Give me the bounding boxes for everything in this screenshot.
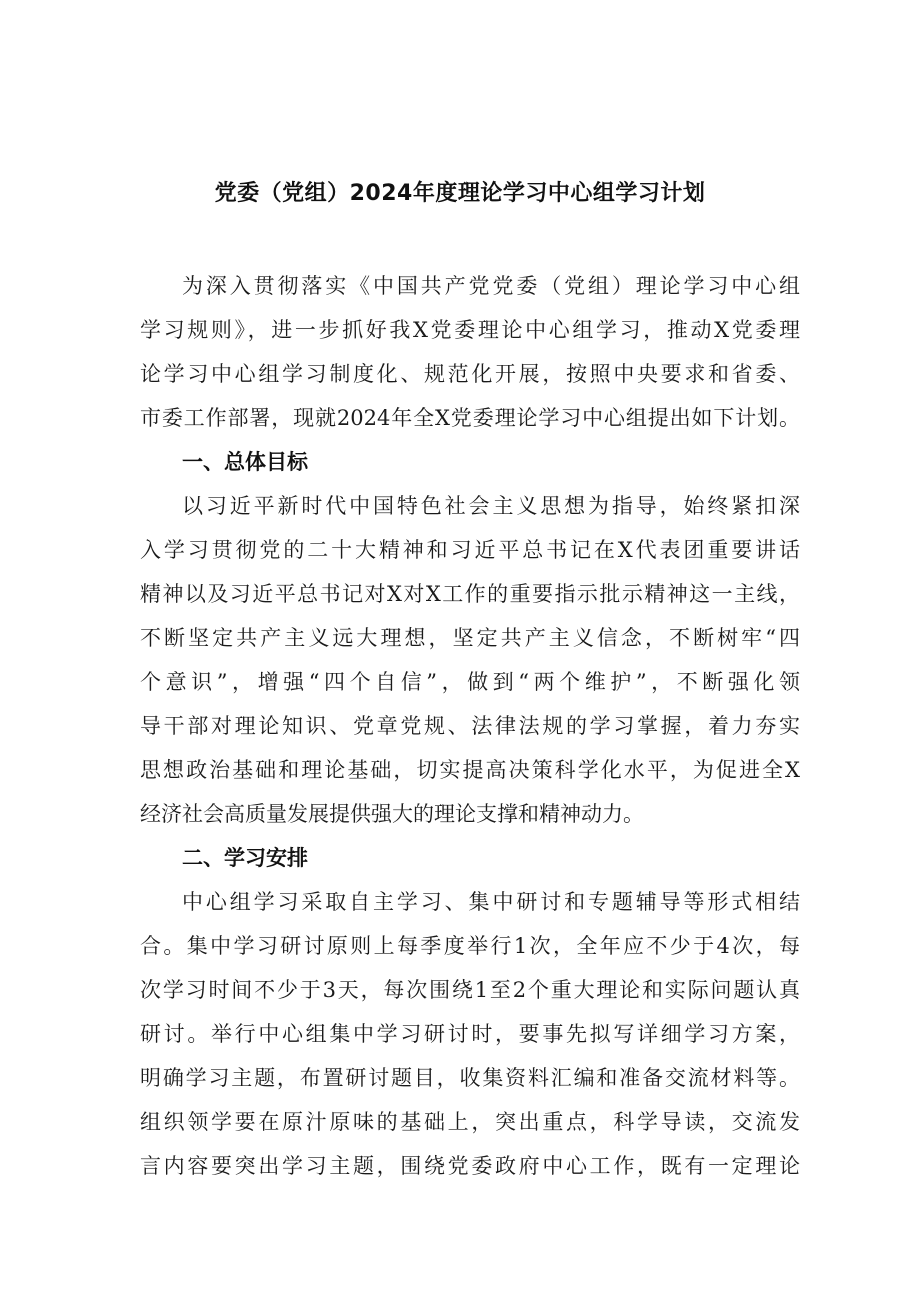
section2-line-3: 次学习时间不少于3天，每次围绕1至2个重大理论和实际问题认真 [140,978,800,1002]
section2-heading: 二、学习安排 [182,846,308,870]
section2-line-5: 明确学习主题，布置研讨题目，收集资料汇编和准备交流材料等。 [140,1066,800,1090]
section1-line-7: 思想政治基础和理论基础，切实提高决策科学化水平，为促进全X [140,758,800,782]
section2-line-4: 研讨。举行中心组集中学习研讨时，要事先拟写详细学习方案， [140,1022,800,1046]
section1-line-8: 经济社会高质量发展提供强大的理论支撑和精神动力。 [140,802,644,826]
section1-line-4: 不断坚定共产主义远大理想，坚定共产主义信念，不断树牢“四 [140,626,800,650]
intro-line-4: 市委工作部署，现就2024年全X党委理论学习中心组提出如下计划。 [140,406,800,430]
section2-line-1: 中心组学习采取自主学习、集中研讨和专题辅导等形式相结 [182,890,800,914]
section1-line-1: 以习近平新时代中国特色社会主义思想为指导，始终紧扣深 [182,494,800,518]
section1-line-3: 精神以及习近平总书记对X对X工作的重要指示批示精神这一主线， [140,582,800,606]
section1-heading: 一、总体目标 [182,450,308,474]
intro-line-2: 学习规则》，进一步抓好我X党委理论中心组学习，推动X党委理 [140,318,800,342]
section2-line-2: 合。集中学习研讨原则上每季度举行1次，全年应不少于4次，每 [140,934,800,958]
section2-line-6: 组织领学要在原汁原味的基础上，突出重点，科学导读，交流发 [140,1110,800,1134]
section1-line-6: 导干部对理论知识、党章党规、法律法规的学习掌握，着力夯实 [140,714,800,738]
section1-line-5: 个意识”，增强“四个自信”，做到“两个维护”，不断强化领 [140,670,800,694]
section2-line-7: 言内容要突出学习主题，围绕党委政府中心工作，既有一定理论 [140,1154,800,1178]
section1-line-2: 入学习贯彻党的二十大精神和习近平总书记在X代表团重要讲话 [140,538,800,562]
intro-line-3: 论学习中心组学习制度化、规范化开展，按照中央要求和省委、 [140,362,800,386]
intro-line-1: 为深入贯彻落实《中国共产党党委（党组）理论学习中心组 [182,274,800,298]
document-title: 党委（党组）2024年度理论学习中心组学习计划 [214,181,706,206]
